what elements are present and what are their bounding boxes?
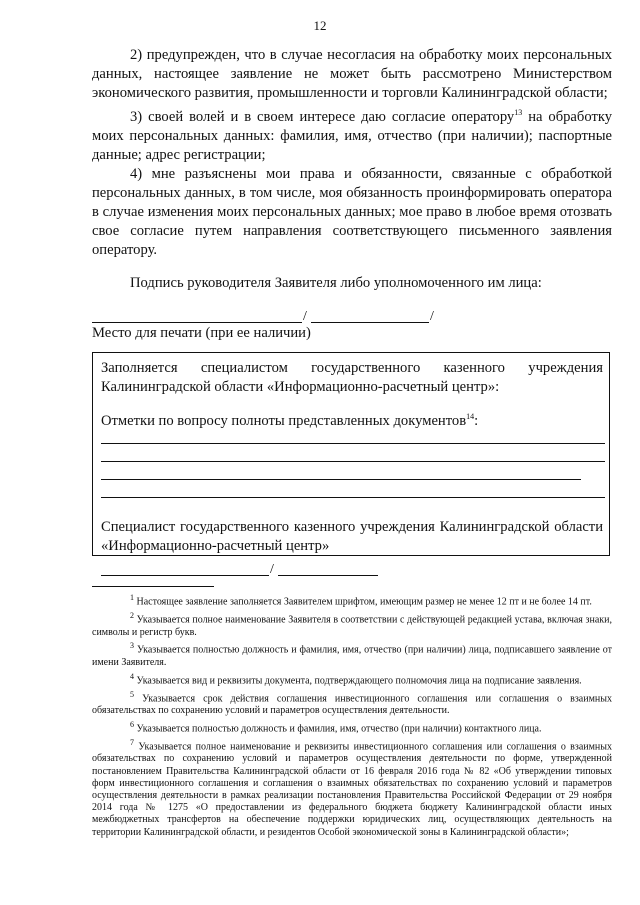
footnote-3: $^3$ Указывается полностью должность и фамилия, имя, отчество (при наличии) лица, подписавшего заявление от имени Заявителя. xyxy=(92,641,613,668)
footnotes xyxy=(92,592,612,840)
paragraph-2: 2) предупрежден, что в случае несогласия на обработку моих персональных данных, настоящее заявление не может быть рассмотрено Министерством экономического развития, промышленности и торговли Калининградской области; xyxy=(92,47,612,101)
specialist-label: Специалист государственного казенного учреждения Калининградской области «Информационно-расчетный центр» xyxy=(101,518,603,554)
footnote-ref-14: 14 xyxy=(466,412,475,421)
footnote-1: $^1$ Настоящее заявление заполняется Заявителем шрифтом, имеющим размер не менее 12 пт и не более 14 пт. xyxy=(130,593,592,608)
page-number: 12 xyxy=(313,18,327,33)
footnote-separator xyxy=(92,586,214,587)
signature-slash: / xyxy=(303,308,307,324)
paragraph-3-text: 3) своей волей и в своем интересе даю согласие оператору xyxy=(130,108,515,125)
signature-slash-end: / xyxy=(430,308,434,324)
specialist-slash: / xyxy=(270,561,274,577)
footnote-4: $^4$ Указывается вид и реквизиты документа, подтверждающего полномочия лица на подписание заявления. xyxy=(130,671,582,686)
signature-field[interactable] xyxy=(92,321,302,323)
footnote-2: $^2$ Указывается полное наименование Заявителя в соответствии с действующей редакцией устава, включая знаки, символы и регистр букв. xyxy=(92,611,612,638)
footnote-ref-13: 13 xyxy=(514,108,523,117)
stamp-place-label: Место для печати (при ее наличии) xyxy=(92,324,311,341)
specialist-name-field[interactable] xyxy=(278,574,378,576)
signature-intro: Подпись руководителя Заявителя либо уполномоченного им лица: xyxy=(130,274,542,291)
name-decipher-field[interactable] xyxy=(311,321,429,323)
specialist-signature-row xyxy=(101,558,603,576)
footnote-6: $^6$ Указывается полностью должность и фамилия, имя, отчество (при наличии) контактного лица. xyxy=(130,719,542,735)
paragraph-3 xyxy=(92,103,612,165)
marks-line-2[interactable] xyxy=(101,461,605,462)
completeness-marks-label: Отметки по вопросу полноты представленных документов$^{14}$: xyxy=(101,412,479,429)
signature-line-row xyxy=(92,305,612,323)
specialist-signature-field[interactable] xyxy=(101,574,269,576)
specialist-box xyxy=(92,352,610,577)
footnote-5: $^5$ Указывается срок действия соглашения инвестиционного соглашения или соглашения о взаимных обязательствах по сохранению условий и параметров осуществления деятельности. xyxy=(92,689,612,717)
marks-line-1[interactable] xyxy=(101,443,605,444)
box-header: Заполняется специалистом государственного казенного учреждения Калининградской области «Информационно-расчетный центр»: xyxy=(101,360,603,395)
paragraph-4: 4) мне разъяснены мои права и обязанности, связанные с обработкой персональных данных, в том числе, моя обязанность проинформировать оператора в случае изменения моих персональных данных; мое право в любое время отозвать свое согласие путем направления соответствующего письменного заявления оператору. xyxy=(92,165,612,258)
marks-line-4[interactable] xyxy=(101,497,605,498)
marks-line-3[interactable] xyxy=(101,479,581,480)
consent-text xyxy=(92,46,612,342)
footnote-7: $^7$ Указывается полное наименование и реквизиты инвестиционного соглашения или соглашения о взаимных обязательствах по сохранению условий и параметров осуществления деятельности по форме, утвержденной постановлением Правительства Калининградской области от 16 февраля 2016 года № 82 «Об утверждении типовых форм инвестиционного соглашения и соглашения о взаимных обязательствах по сохранению условий и параметров осуществления деятельности в рамках реализации постановления Правительства Российской Федерации от 29 ноября 2014 года № 1275 «О предоставлении из федерального бюджета бюджету Калининградской области иных межбюджетных трансфертов на обеспечение поддержки юридических лиц, осуществляющих деятельность на территории Калининградской области, и резидентов Особой экономической зоны в Калининградской области»; xyxy=(92,737,613,838)
paragraph-3-continued: на обработку моих персональных данных: фамилия, имя, отчество (при наличии); паспортные данные; адрес регистрации; xyxy=(92,108,612,163)
